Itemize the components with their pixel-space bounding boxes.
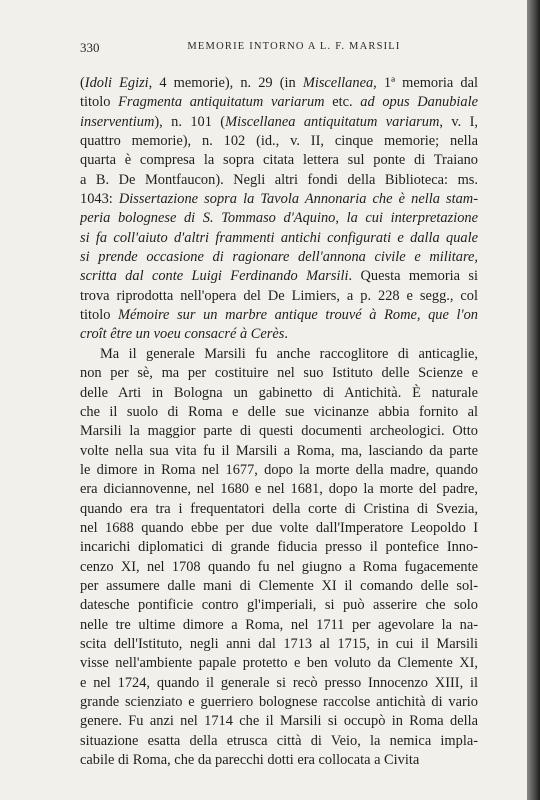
text-line bbox=[80, 577, 478, 596]
text-line bbox=[80, 635, 478, 654]
text-run: trova riprodotta nell'opera del De Limiers, a p. 228 e segg., col bbox=[80, 287, 478, 304]
text-run: , v. I, bbox=[439, 113, 478, 130]
text-run: situazione esatta della etrusca città di Veio, la nemica impla- bbox=[80, 732, 478, 749]
text-run: datesche pontificie contro gl'imperiali, si può asserire che solo bbox=[80, 597, 478, 614]
text-run: volte nella sua vita fu il Marsili a Roma, ma, lasciando da parte bbox=[80, 442, 478, 459]
text-run: quando era tra i frequentatori della corte di Cristina di Svezia, bbox=[80, 500, 478, 517]
text-line bbox=[80, 306, 478, 325]
text-line bbox=[80, 442, 478, 461]
text-line bbox=[80, 500, 478, 519]
text-run: le dimore in Roma nel 1677, dopo la morte della madre, quando bbox=[80, 461, 478, 478]
text-line bbox=[80, 403, 478, 422]
italic-text: Fragmenta antiquitatum variarum bbox=[118, 94, 325, 111]
text-line bbox=[80, 132, 478, 151]
text-run: 1043: bbox=[80, 191, 119, 208]
italic-text: peria bolognese di S. Tommaso d'Aquino, la cui interpretazione bbox=[80, 210, 478, 227]
text-line bbox=[80, 616, 478, 635]
text-run: grande scienziato e guerriero bolognese raccolse antichità di vario bbox=[80, 694, 478, 710]
text-line bbox=[80, 519, 478, 538]
text-line bbox=[80, 674, 478, 693]
text-line bbox=[80, 151, 478, 170]
text-run: visse nell'ambiente papale protetto e ben voluto da Clemente XI, bbox=[80, 655, 478, 672]
text-run: che il suolo di Roma e delle sue vicinanze abbia fornito al bbox=[80, 403, 478, 420]
text-line bbox=[80, 74, 478, 93]
text-run: . bbox=[284, 326, 288, 343]
text-run: quarta è compresa la sopra citata lettera sul ponte di Traiano bbox=[80, 152, 478, 169]
text-run: , 1ª memoria dal bbox=[373, 75, 478, 91]
text-line bbox=[80, 480, 478, 499]
text-run: nel 1688 quando ebbe per due volte dall'Imperatore Leopoldo I bbox=[80, 519, 478, 536]
text-line bbox=[80, 558, 478, 577]
text-line bbox=[80, 171, 478, 190]
text-line bbox=[80, 712, 478, 731]
text-run: per assumere dalle mani di Clemente XI il comando delle sol- bbox=[80, 577, 478, 594]
italic-text: Idoli Egizi bbox=[84, 75, 149, 91]
italic-text: ad opus Danubiale bbox=[360, 94, 478, 111]
running-title: MEMORIE INTORNO A L. F. MARSILI bbox=[187, 41, 401, 52]
text-run: scita dell'Istituto, negli anni dal 1713 al 1715, in cui il Marsili bbox=[80, 635, 478, 652]
text-run: cabile di Roma, che da parecchi dotti era collocata a Civita bbox=[80, 752, 420, 769]
italic-text: si fa coll'aiuto d'altri frammenti antichi configurati e dalla quale bbox=[80, 229, 478, 246]
italic-text: inserventium bbox=[80, 113, 155, 130]
text-line bbox=[80, 538, 478, 557]
text-line bbox=[80, 422, 478, 441]
text-line bbox=[80, 325, 478, 344]
running-head bbox=[80, 40, 478, 58]
page-edge-shadow bbox=[527, 0, 540, 800]
text-line bbox=[80, 267, 478, 286]
text-run: etc. bbox=[324, 94, 361, 111]
text-line bbox=[80, 596, 478, 615]
text-line bbox=[80, 732, 478, 751]
text-run: e nel 1724, quando il generale si recò presso Innocenzo XIII, il bbox=[80, 674, 478, 691]
text-run: incarichi diplomatici di grande fiducia presso il pontefice Inno- bbox=[80, 539, 478, 556]
text-line bbox=[80, 190, 478, 209]
text-line bbox=[80, 654, 478, 673]
text-line bbox=[80, 248, 478, 267]
italic-text: si prende occasione di ragionare dell'annona civile e militare, bbox=[80, 249, 478, 266]
text-line bbox=[80, 461, 478, 480]
text-run: Marsili la maggior parte di questi documenti archeologici. Otto bbox=[80, 423, 478, 440]
text-line bbox=[80, 93, 478, 112]
text-line bbox=[80, 384, 478, 403]
italic-text: croît être un voeu consacré à Cerès bbox=[80, 326, 285, 343]
text-line bbox=[80, 693, 478, 712]
italic-text: Miscellanea bbox=[302, 75, 374, 91]
text-line bbox=[80, 113, 478, 132]
italic-text: Miscellanea antiquitatum variarum bbox=[225, 113, 440, 130]
text-line bbox=[80, 751, 478, 770]
text-line bbox=[80, 287, 478, 306]
text-run: ), n. 101 ( bbox=[154, 113, 226, 130]
text-run: ( bbox=[80, 75, 85, 91]
text-run: Ma il generale Marsili fu anche raccoglitore di anticaglie, bbox=[100, 345, 478, 362]
text-run: . Questa memoria si bbox=[348, 268, 478, 285]
text-run: delle Arti in Bologna un gabinetto di Antichità. È naturale bbox=[80, 384, 478, 401]
text-run: quattro memorie), n. 102 (id., v. II, cinque memorie; nella bbox=[80, 133, 478, 150]
text-run: non per sè, ma per costituire nel suo Istituto delle Scienze e bbox=[80, 365, 478, 382]
text-line bbox=[80, 229, 478, 248]
italic-text: Mémoire sur un marbre antique trouvé à Rome, que l'on bbox=[118, 307, 478, 324]
italic-text: scritta dal conte Luigi Ferdinando Marsili bbox=[80, 268, 349, 285]
text-run: titolo bbox=[80, 307, 119, 324]
text-line bbox=[80, 345, 478, 364]
text-run: titolo bbox=[80, 94, 119, 111]
body-text bbox=[80, 74, 478, 770]
text-run: nelle tre ultime dimore a Roma, nel 1711 per agevolare la na- bbox=[80, 616, 478, 633]
text-run: , 4 memorie), n. 29 (in bbox=[148, 75, 303, 91]
text-run: era diciannovenne, nel 1680 e nel 1681, dopo la morte del padre, bbox=[80, 481, 478, 498]
text-line bbox=[80, 209, 478, 228]
text-run: a B. De Montfaucon). Negli altri fondi della Biblioteca: ms. bbox=[80, 171, 478, 188]
text-run: cenzo XI, nel 1708 quando fu nel giugno a Roma fugacemente bbox=[80, 558, 478, 575]
text-run: genere. Fu anzi nel 1714 che il Marsili si occupò in Roma della bbox=[80, 713, 478, 730]
page-number: 330 bbox=[80, 40, 100, 55]
italic-text: Dissertazione sopra la Tavola Annonaria che è nella stam- bbox=[118, 191, 478, 208]
text-line bbox=[80, 364, 478, 383]
